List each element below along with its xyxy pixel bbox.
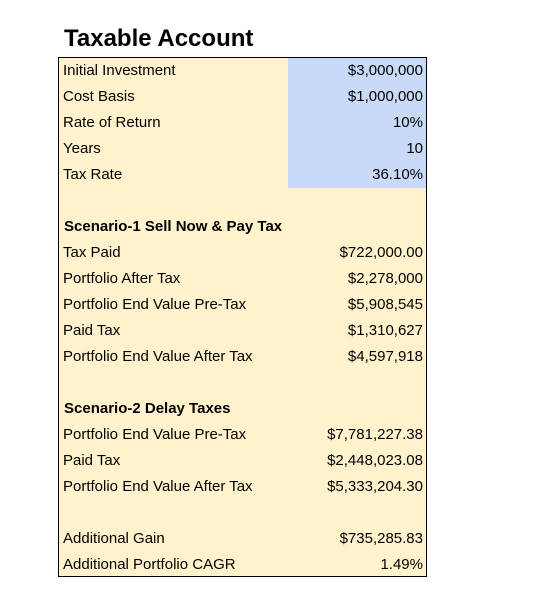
table-row xyxy=(59,422,426,448)
row-label: Additional Portfolio CAGR xyxy=(63,556,236,573)
row-value: $2,448,023.08 xyxy=(327,452,423,469)
row-label: Portfolio After Tax xyxy=(63,270,181,287)
table-row xyxy=(59,448,426,474)
row-value: $722,000.00 xyxy=(339,244,423,261)
table-row xyxy=(59,552,426,578)
row-label: Portfolio End Value After Tax xyxy=(63,478,253,495)
section-heading: Scenario-2 Delay Taxes xyxy=(64,400,231,417)
spreadsheet-table xyxy=(58,57,427,577)
row-label: Tax Paid xyxy=(63,244,121,261)
input-value[interactable]: 10% xyxy=(392,114,423,131)
row-label: Initial Investment xyxy=(63,62,176,79)
input-value[interactable]: 10 xyxy=(406,140,423,157)
row-label: Portfolio End Value Pre-Tax xyxy=(63,296,247,313)
page-title: Taxable Account xyxy=(64,25,254,52)
section-heading: Scenario-1 Sell Now & Pay Tax xyxy=(64,218,283,235)
table-row xyxy=(59,318,426,344)
row-label: Portfolio End Value After Tax xyxy=(63,348,253,365)
row-label: Cost Basis xyxy=(63,88,135,105)
input-row-cost-basis xyxy=(59,84,426,110)
input-row-initial-investment xyxy=(59,58,426,84)
row-label: Portfolio End Value Pre-Tax xyxy=(63,426,247,443)
input-value[interactable]: 36.10% xyxy=(372,166,423,183)
input-row-tax-rate xyxy=(59,162,426,188)
row-value: $735,285.83 xyxy=(339,530,423,547)
row-label: Rate of Return xyxy=(63,114,161,131)
row-value: $5,333,204.30 xyxy=(327,478,423,495)
table-row xyxy=(59,240,426,266)
input-cell-background[interactable] xyxy=(288,136,426,162)
row-value: 1.49% xyxy=(380,556,423,573)
row-value: $5,908,545 xyxy=(347,296,423,313)
scenario1-heading-row xyxy=(59,214,426,240)
input-value[interactable]: $3,000,000 xyxy=(347,62,423,79)
row-value: $2,278,000 xyxy=(347,270,423,287)
row-label: Years xyxy=(63,140,101,157)
input-row-years xyxy=(59,136,426,162)
table-row xyxy=(59,266,426,292)
row-label: Paid Tax xyxy=(63,452,121,469)
row-value: $7,781,227.38 xyxy=(327,426,423,443)
row-label: Additional Gain xyxy=(63,530,165,547)
row-value: $1,310,627 xyxy=(347,322,423,339)
input-value[interactable]: $1,000,000 xyxy=(347,88,423,105)
scenario2-heading-row xyxy=(59,396,426,422)
table-row xyxy=(59,344,426,370)
row-value: $4,597,918 xyxy=(347,348,423,365)
table-row xyxy=(59,292,426,318)
table-row xyxy=(59,474,426,500)
row-label: Tax Rate xyxy=(63,166,123,183)
row-label: Paid Tax xyxy=(63,322,121,339)
input-row-rate-of-return xyxy=(59,110,426,136)
table-row xyxy=(59,526,426,552)
